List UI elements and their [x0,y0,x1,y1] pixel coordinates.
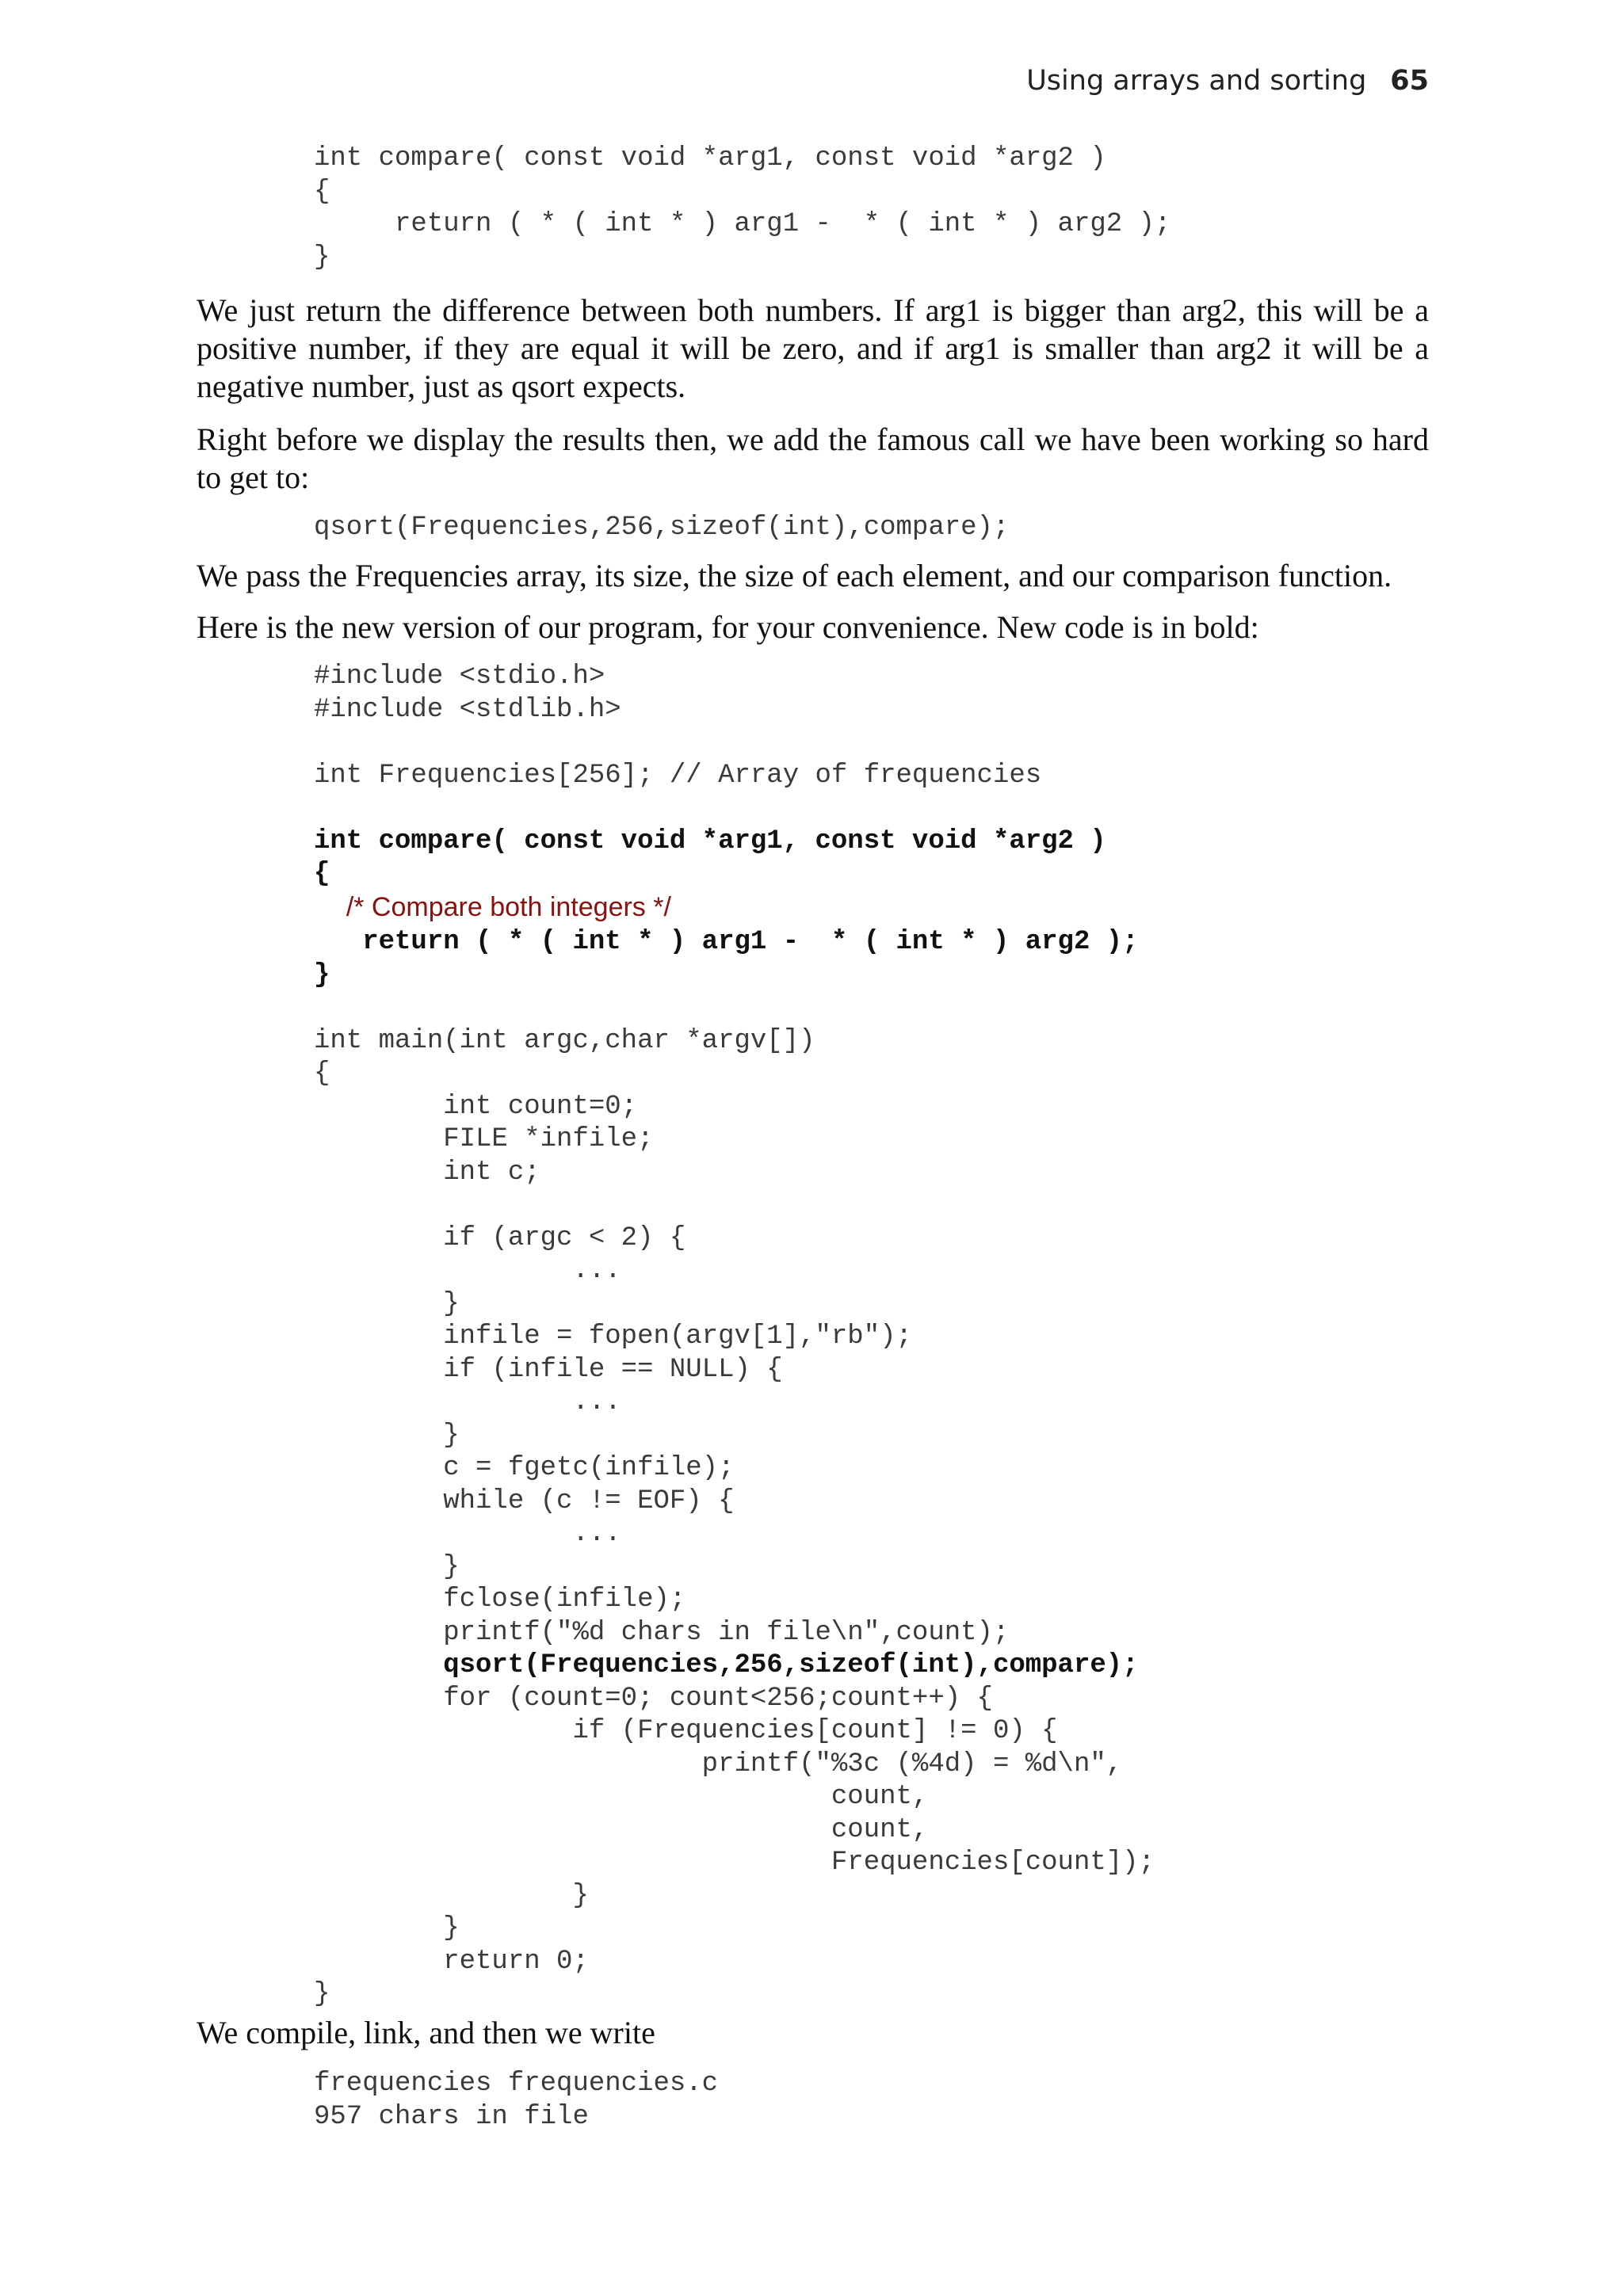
code-line: int c; [314,1157,540,1188]
code-line: ... [314,1256,621,1286]
code-line: if (Frequencies[count] != 0) { [314,1716,1058,1746]
code-line: #include <stdlib.h> [314,694,621,725]
code-line: { [314,176,330,207]
code-line: return ( * ( int * ) arg1 - * ( int * ) arg2 ); [314,209,1171,239]
code-line: if (infile == NULL) { [314,1354,783,1385]
code-line: { [314,1058,330,1089]
code-line: } [314,1551,460,1582]
code-line: frequencies frequencies.c [314,2069,719,2099]
code-line-bold: } [314,959,330,990]
code-line-bold: return ( * ( int * ) arg1 - * ( int * ) arg2 ); [314,927,1139,957]
code-line: #include <stdio.h> [314,662,605,692]
code-block-compare [314,143,1170,274]
code-line: printf("%d chars in file\n",count); [314,1617,1010,1648]
code-line: ... [314,1387,621,1417]
page-number: 65 [1390,65,1429,97]
code-line-bold: { [314,859,330,889]
code-line: int Frequencies[256]; // Array of frequencies [314,760,1042,791]
code-line: count, [314,1782,929,1812]
code-line: printf("%3c (%4d) = %d\n", [314,1749,1123,1779]
code-line: infile = fopen(argv[1],"rb"); [314,1322,912,1352]
code-line-bold: int compare( const void *arg1, const void *arg2 ) [314,826,1106,856]
code-line: ... [314,1519,621,1549]
paragraph-compile: We compile, link, and then we write [197,2015,655,2050]
code-line: c = fgetc(infile); [314,1453,735,1483]
code-line: 957 chars in file [314,2101,589,2132]
code-line: for (count=0; count<256;count++) { [314,1683,993,1714]
code-line: } [314,1420,460,1451]
code-line: FILE *infile; [314,1124,654,1154]
code-block-program [314,661,1155,2012]
header-title: Using arrays and sorting [1026,65,1367,97]
code-line: int compare( const void *arg1, const void *arg2 ) [314,143,1106,174]
code-block-output [314,2068,718,2134]
code-line: fclose(infile); [314,1585,686,1615]
code-line: } [314,1880,589,1911]
code-comment: /* Compare both integers */ [346,891,671,922]
code-line: } [314,1913,460,1943]
code-line: int count=0; [314,1091,638,1122]
code-line: } [314,1288,460,1319]
paragraph-before-display: Right before we display the results then, we add the famous call we have been working so hard to get to: [197,421,1429,495]
running-header [1026,65,1429,97]
code-line: return 0; [314,1946,589,1977]
code-line: if (argc < 2) { [314,1222,686,1253]
code-line: while (c != EOF) { [314,1486,735,1516]
code-line: int main(int argc,char *argv[]) [314,1025,815,1056]
paragraph-pass-array: We pass the Frequencies array, its size, the size of each element, and our comparison function. [197,558,1392,593]
paragraph-difference: We just return the difference between both numbers. If arg1 is bigger than arg2, this will be a positive number, if they are equal it will be zero, and if arg1 is smaller than arg2 it will be a negative number, just as qsort expects. [197,292,1429,404]
code-qsort-call [314,512,1009,545]
code-line: qsort(Frequencies,256,sizeof(int),compare); [314,513,1010,543]
code-line-bold: qsort(Frequencies,256,sizeof(int),compare); [314,1650,1139,1680]
code-line: Frequencies[count]); [314,1848,1155,1878]
code-line: } [314,1979,330,2009]
code-line: } [314,242,330,273]
paragraph-new-version: Here is the new version of our program, for your convenience. New code is in bold: [197,609,1259,645]
code-line: count, [314,1814,929,1845]
